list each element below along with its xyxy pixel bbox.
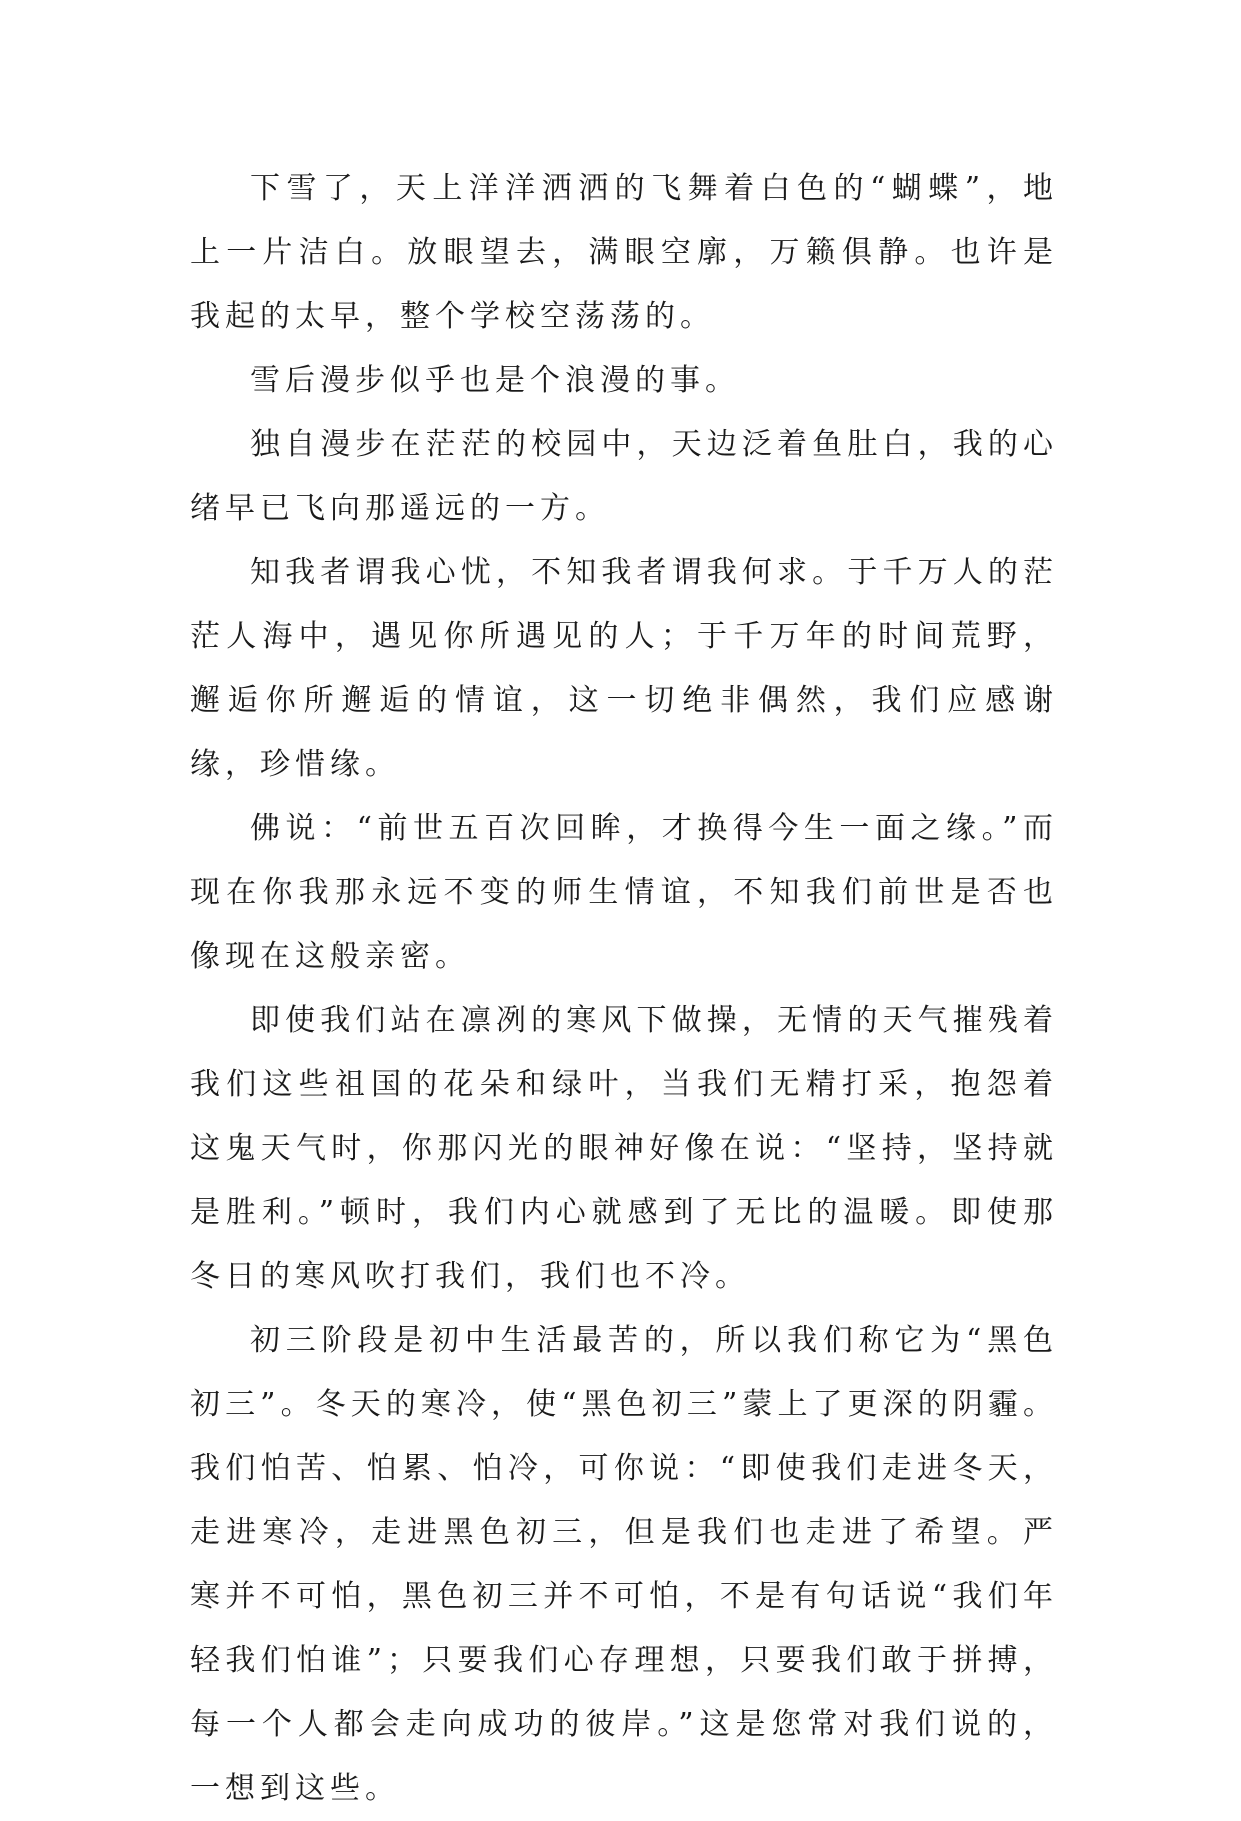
paragraph: 初三阶段是初中生活最苦的，所以我们称它为“黑色初三”。冬天的寒冷，使“黑色初三”蒙上了更深的阴霾。我们怕苦、怕累、怕冷，可你说：“即使我们走进冬天，走进寒冷，走进黑色初三，但是我们也走进了希望。严寒并不可怕，黑色初三并不可怕，不是有句话说“我们年轻我们怕谁”；只要我们心存理想，只要我们敢于拼搏，每一个人都会走向成功的彼岸。”这是您常对我们说的，一想到这些。: [190, 1323, 1058, 1806]
paragraph: 雪后漫步似乎也是个浪漫的事。: [250, 363, 740, 398]
paragraph: 即使我们站在凛冽的寒风下做操，无情的天气摧残着我们这些祖国的花朵和绿叶，当我们无精打采，抱怨着这鬼天气时，你那闪光的眼神好像在说：“坚持，坚持就是胜利。”顿时，我们内心就感到了无比的温暖。即使那冬日的寒风吹打我们，我们也不冷。: [190, 1003, 1058, 1294]
document-body: [190, 157, 1058, 1821]
paragraph: 下雪了，天上洋洋洒洒的飞舞着白色的“蝴蝶”，地上一片洁白。放眼望去，满眼空廓，万籁俱静。也许是我起的太早，整个学校空荡荡的。: [190, 171, 1058, 334]
paragraph: 独自漫步在茫茫的校园中，天边泛着鱼肚白，我的心绪早已飞向那遥远的一方。: [190, 427, 1058, 526]
paragraph: 佛说：“前世五百次回眸，才换得今生一面之缘。”而现在你我那永远不变的师生情谊，不知我们前世是否也像现在这般亲密。: [190, 811, 1058, 974]
paragraph: 知我者谓我心忧，不知我者谓我何求。于千万人的茫茫人海中，遇见你所遇见的人；于千万年的时间荒野，邂逅你所邂逅的情谊，这一切绝非偶然，我们应感谢缘，珍惜缘。: [190, 555, 1058, 782]
